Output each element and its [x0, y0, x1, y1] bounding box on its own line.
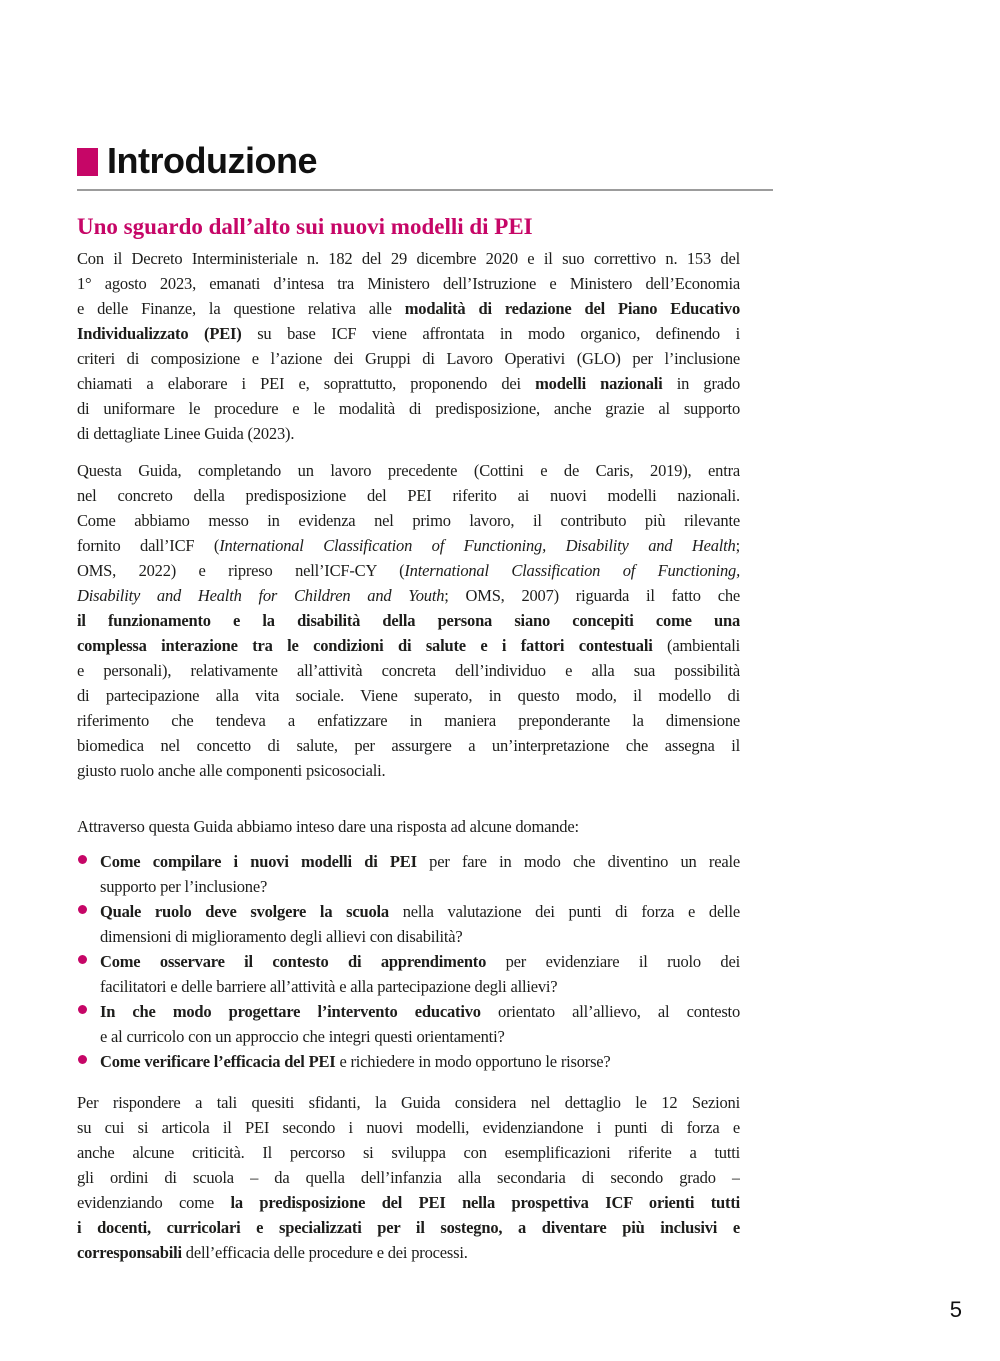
text-line: e delle Finanze, la questione relativa alle modalità di redazione del Piano Educativo — [77, 299, 740, 318]
text-line: i docenti, curricolari e specializzati per il sostegno, a diventare più inclusivi e — [77, 1218, 740, 1237]
text-line: Con il Decreto Interministeriale n. 182 del 29 dicembre 2020 e il suo correttivo n. 153 del — [77, 249, 740, 268]
text-line: OMS, 2022) e ripreso nell’ICF-CY (International Classification of Functioning, — [77, 561, 740, 580]
paragraph-decreto — [77, 246, 740, 446]
text-line: gli ordini di scuola – da quella dell’infanzia alla secondaria di secondo grado – — [77, 1168, 740, 1187]
text-line: Come osservare il contesto di apprendimento per evidenziare il ruolo dei — [100, 952, 740, 971]
bullet-icon — [78, 1005, 87, 1014]
text-line: di partecipazione alla vita sociale. Viene superato, in questo modo, il modello di — [77, 686, 740, 705]
bullet-icon — [78, 905, 87, 914]
text-line: anche alcune criticità. Il percorso si sviluppa con esemplificazioni riferite a tutti — [77, 1143, 740, 1162]
paragraph-guida-icf — [77, 458, 740, 783]
text-line: di dettagliate Linee Guida (2023). — [77, 424, 295, 443]
text-line: criteri di composizione e l’azione dei Gruppi di Lavoro Operativi (GLO) per l’inclusione — [77, 349, 740, 368]
text-line: evidenziando come la predisposizione del PEI nella prospettiva ICF orienti tutti — [77, 1193, 740, 1212]
list-item — [77, 1049, 740, 1074]
bullet-icon — [78, 955, 87, 964]
text-line: Individualizzato (PEI) su base ICF viene affrontata in modo organico, definendo i — [77, 324, 740, 343]
text-line: Disability and Health for Children and Youth; OMS, 2007) riguarda il fatto che — [77, 586, 740, 605]
bullet-icon — [78, 855, 87, 864]
list-item — [77, 899, 740, 949]
title-divider-rule — [77, 189, 773, 191]
text-line: il funzionamento e la disabilità della persona siano concepiti come una — [77, 611, 740, 630]
question-list — [77, 849, 740, 1074]
text-line: Questa Guida, completando un lavoro precedente (Cottini e de Caris, 2019), entra — [77, 461, 740, 480]
text-line: supporto per l’inclusione? — [100, 877, 268, 896]
text-line: Quale ruolo deve svolgere la scuola nella valutazione dei punti di forza e delle — [100, 902, 740, 921]
text-line: e al curricolo con un approccio che integri questi orientamenti? — [100, 1027, 505, 1046]
bullet-icon — [78, 1055, 87, 1064]
chapter-title: Introduzione — [107, 140, 317, 181]
text-line: In che modo progettare l’intervento educativo orientato all’allievo, al contesto — [100, 1002, 740, 1021]
text-line: Come verificare l’efficacia del PEI e richiedere in modo opportuno le risorse? — [100, 1052, 611, 1071]
text-line: corresponsabili dell’efficacia delle procedure e dei processi. — [77, 1243, 468, 1262]
text-line: Come compilare i nuovi modelli di PEI per fare in modo che diventino un reale — [100, 852, 740, 871]
page-number: 5 — [949, 1297, 962, 1322]
text-line: fornito dall’ICF (International Classification of Functioning, Disability and Health; — [77, 536, 740, 555]
list-item — [77, 849, 740, 899]
section-heading: Uno sguardo dall’alto sui nuovi modelli di PEI — [77, 214, 533, 239]
paragraph-closing — [77, 1090, 740, 1265]
text-line: su cui si articola il PEI secondo i nuovi modelli, evidenziandone i punti di forza e — [77, 1118, 740, 1137]
list-item — [77, 949, 740, 999]
text-line: e personali), relativamente all’attività concreta dell’individuo e alla sua possibilità — [77, 661, 740, 680]
text-line: complessa interazione tra le condizioni di salute e i fattori contestuali (ambientali — [77, 636, 740, 655]
text-line: biomedica nel concetto di salute, per assurgere a un’interpretazione che assegna il — [77, 736, 740, 755]
list-item — [77, 999, 740, 1049]
text-line: facilitatori e delle barriere all’attività e alla partecipazione degli allievi? — [100, 977, 558, 996]
question-intro: Attraverso questa Guida abbiamo inteso dare una risposta ad alcune domande: — [77, 817, 579, 836]
text-line: chiamati a elaborare i PEI e, soprattutto, proponendo dei modelli nazionali in grado — [77, 374, 740, 393]
chapter-marker-square — [77, 148, 98, 176]
text-line: Per rispondere a tali quesiti sfidanti, la Guida considera nel dettaglio le 12 Sezioni — [77, 1093, 740, 1112]
text-line: nel concreto della predisposizione del PEI riferito ai nuovi modelli nazionali. — [77, 486, 740, 505]
text-line: 1° agosto 2023, emanati d’intesa tra Ministero dell’Istruzione e Ministero dell’Economia — [77, 274, 740, 293]
text-line: riferimento che tendeva a enfatizzare in maniera preponderante la dimensione — [77, 711, 740, 730]
text-line: dimensioni di miglioramento degli allievi con disabilità? — [100, 927, 463, 946]
text-line: giusto ruolo anche alle componenti psicosociali. — [77, 761, 386, 780]
text-line: di uniformare le procedure e le modalità di predisposizione, anche grazie al supporto — [77, 399, 740, 418]
text-line: Come abbiamo messo in evidenza nel primo lavoro, il contributo più rilevante — [77, 511, 740, 530]
